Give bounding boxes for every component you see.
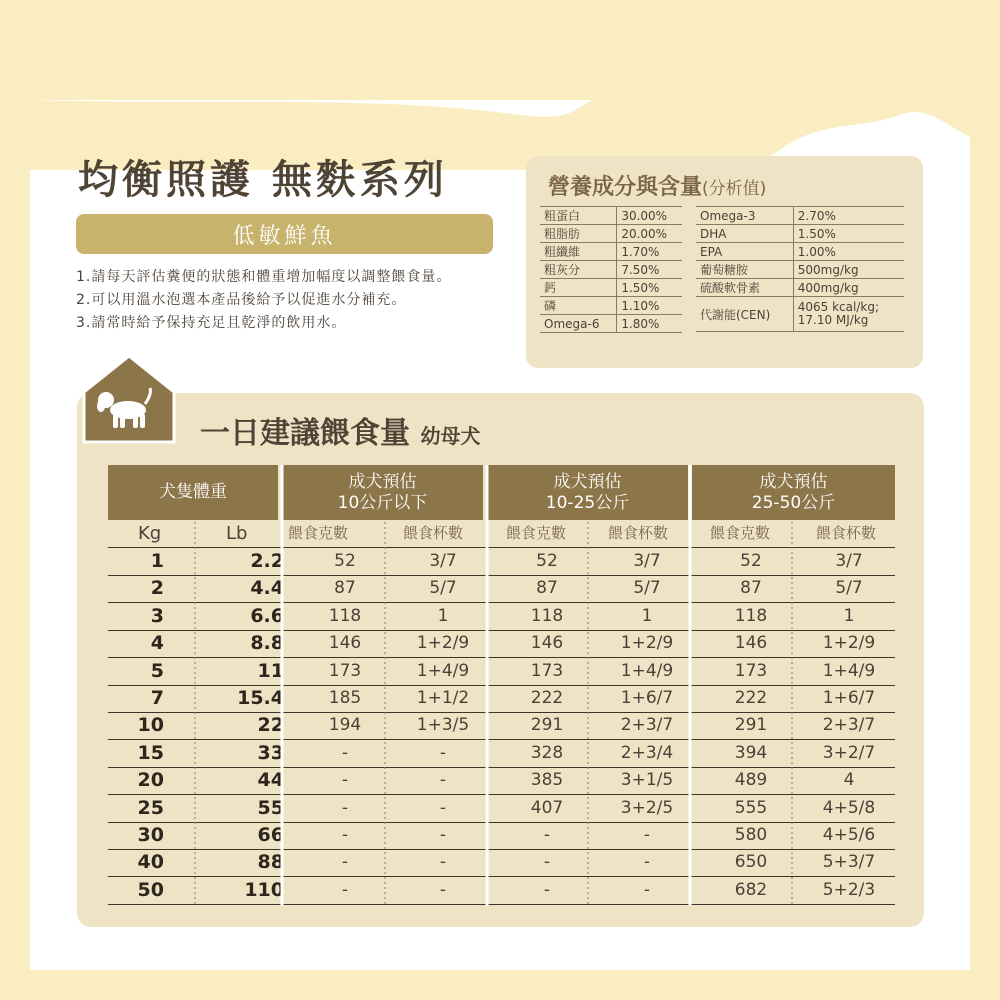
weight-kg-cell: 2 [150,577,164,600]
table-row [108,740,895,768]
nutrient-name: 硫酸軟骨素 [696,279,793,297]
nutrient-value: 400mg/kg [793,279,904,297]
weight-lb-cell: 110 [244,878,284,901]
nutrition-row [696,279,904,297]
table-row [108,849,895,877]
table-row [108,822,895,850]
nutrition-title [548,170,766,201]
nutrient-name: 葡萄糖胺 [696,261,793,279]
nutrition-row [540,297,682,315]
note-item: 2.可以用溫水泡選本產品後給予以促進水分補充。 [76,292,407,308]
weight-kg-cell: 1 [150,550,164,572]
nutrition-row [540,315,682,333]
nutrition-panel [526,156,923,368]
grams-cell: 173 [734,660,768,681]
group-header-line2: 10-25公斤 [545,492,630,513]
weight-lb-cell: 2.2 [250,550,284,572]
nutrition-row [696,243,904,261]
lb-label: Lb [226,523,248,544]
cups-cell: 4+5/6 [822,825,876,845]
care-notes [76,266,451,335]
grams-cell: 555 [734,797,768,818]
cups-cell: 1+6/7 [822,688,876,708]
table-row [108,575,895,603]
weight-lb-cell: 8.8 [250,632,284,655]
feeding-title-text: 一日建議餵食量 [200,416,410,451]
nutrition-row [540,225,682,243]
nutrient-name: 粗脂肪 [540,225,617,243]
nutrition-row [540,279,682,297]
weight-header [108,465,278,520]
weight-kg-cell: 7 [150,687,164,709]
weight-kg-cell: 3 [150,604,164,627]
cups-cell: - [439,742,447,763]
nutrient-name: 代謝能(CEN) [696,297,793,332]
grams-cell: 173 [328,660,362,681]
cups-cell: - [439,825,447,845]
grams-cell: 580 [734,825,768,845]
cups-cell: 1+4/9 [620,660,674,681]
weight-lb-cell: 55 [257,796,284,819]
grams-cell: 222 [734,688,768,708]
grams-cell: 650 [734,852,768,873]
grams-cell: 118 [734,605,768,626]
grams-cell: - [543,852,551,873]
cups-cell: 5+3/7 [822,852,876,873]
nutrient-value: 30.00% [617,207,682,225]
nutrient-value-line: 17.10 MJ/kg [797,313,869,327]
grams-cell: 118 [530,605,564,626]
cups-cell: 3/7 [835,551,863,571]
weight-header-label: 犬隻體重 [159,482,227,502]
cups-label: 餵食杯數 [608,524,669,542]
group-header-line1: 成犬預估 [348,471,417,492]
grams-cell: 146 [734,633,768,654]
nutrient-value: 1.80% [617,315,682,333]
nutrition-row [540,207,682,225]
group-header-line2: 25-50公斤 [751,492,836,513]
grams-cell: 194 [328,715,362,736]
cups-cell: - [439,852,447,873]
table-row [108,877,895,905]
nutrient-value: 1.70% [617,243,682,261]
grams-cell: 52 [334,551,356,571]
nutrition-title-text: 營養成分與含量 [548,175,703,200]
grams-cell: 173 [530,660,564,681]
table-row [108,548,895,576]
weight-kg-cell: 4 [150,632,164,655]
weight-lb-cell: 88 [257,851,284,874]
grams-cell: - [341,770,349,791]
nutrient-value: 7.50% [617,261,682,279]
cups-cell: 1+4/9 [822,660,876,681]
nutrient-value-line: 4065 kcal/kg; [797,300,879,314]
cups-cell: 5/7 [633,578,661,599]
grams-cell: - [341,825,349,845]
nutrient-name: Omega-6 [540,315,617,333]
nutrition-row [540,261,682,279]
nutrient-name: 磷 [540,297,617,315]
grams-label: 餵食克數 [288,524,349,542]
grams-cell: 118 [328,605,362,626]
nutrition-row [696,207,904,225]
cups-cell: 1+1/2 [416,688,470,708]
weight-lb-cell: 66 [257,824,284,846]
cups-cell: 1 [641,605,653,626]
dog-house-icon [78,352,180,446]
nutrition-table-left [540,206,682,333]
grams-cell: 52 [740,551,762,571]
table-row [108,767,895,795]
group-header-line1: 成犬預估 [553,471,622,492]
cups-cell: 4+5/8 [822,797,876,818]
nutrient-value: 1.10% [617,297,682,315]
grams-cell: - [341,797,349,818]
nutrition-table-right [696,206,904,332]
cups-cell: - [439,879,447,900]
grams-cell: 489 [734,770,768,791]
nutrient-value: 20.00% [617,225,682,243]
grams-label: 餵食克數 [710,524,771,542]
cups-cell: 5/7 [429,578,457,599]
group-header-line1: 成犬預估 [759,471,828,492]
cups-cell: 2+3/4 [620,742,674,763]
nutrient-name: Omega-3 [696,207,793,225]
grams-cell: 87 [536,578,558,599]
grams-cell: - [341,879,349,900]
weight-lb-cell: 11 [257,659,284,682]
grams-cell: 328 [530,742,564,763]
nutrient-name: 鈣 [540,279,617,297]
weight-lb-cell: 15.4 [237,687,284,709]
feeding-title-note: 幼母犬 [420,424,481,448]
table-row [108,712,895,740]
grams-cell: 146 [530,633,564,654]
cups-cell: - [439,770,447,791]
grams-cell: 185 [328,688,362,708]
nutrient-value: 1.50% [617,279,682,297]
weight-kg-cell: 5 [150,659,164,682]
grams-cell: - [543,879,551,900]
table-row [108,603,895,631]
grams-cell: 394 [734,742,768,763]
weight-kg-cell: 25 [137,796,164,819]
cups-cell: 4 [843,770,855,791]
cups-cell: 1+2/9 [620,633,674,654]
grams-cell: 407 [530,797,564,818]
cups-label: 餵食杯數 [403,524,464,542]
table-row [108,795,895,823]
group-header-line2: 10公斤以下 [337,492,428,513]
cups-cell: 5/7 [835,578,863,599]
subheader-row [108,520,895,548]
cups-cell: 1+6/7 [620,688,674,708]
grams-cell: - [341,852,349,873]
cups-cell: - [643,852,651,873]
nutrient-name: EPA [696,243,793,261]
cups-cell: 3+1/5 [620,770,674,791]
cups-cell: 3/7 [633,551,661,571]
cups-cell: 2+3/7 [822,715,876,736]
grams-cell: 52 [536,551,558,571]
weight-kg-cell: 40 [137,851,164,874]
cups-cell: - [643,825,651,845]
note-item: 3.請常時給予保持充足且乾淨的飲用水。 [76,315,347,331]
nutrition-row [696,261,904,279]
grams-cell: 291 [530,715,564,736]
weight-kg-cell: 50 [137,878,164,901]
grams-cell: - [543,825,551,845]
nutrient-value: 2.70% [793,207,904,225]
cups-cell: 1+2/9 [416,633,470,654]
cups-label: 餵食杯數 [816,524,877,542]
cups-cell: - [643,879,651,900]
group-header [692,465,895,520]
cups-cell: 1 [437,605,449,626]
note-item: 1.請每天評估糞便的狀態和體重增加幅度以調整餵食量。 [76,269,452,285]
nutrient-name: 粗蛋白 [540,207,617,225]
weight-lb-cell: 33 [257,741,284,764]
cups-cell: 3/7 [429,551,457,571]
weight-lb-cell: 44 [257,769,284,792]
group-header [487,465,688,520]
grams-label: 餵食克數 [506,524,567,542]
nutrient-value: 1.00% [793,243,904,261]
weight-lb-cell: 4.4 [250,577,284,600]
group-header [282,465,483,520]
weight-kg-cell: 15 [137,741,164,764]
cups-cell: 2+3/7 [620,715,674,736]
nutrient-name: DHA [696,225,793,243]
cups-cell: 1 [843,605,855,626]
grams-cell: 682 [734,879,768,900]
grams-cell: - [341,742,349,763]
table-row [108,630,895,658]
table-row [108,685,895,713]
grams-cell: 146 [328,633,362,654]
weight-lb-cell: 6.6 [250,604,284,627]
weight-kg-cell: 10 [137,714,164,737]
nutrition-row [540,243,682,261]
nutrient-name: 粗灰分 [540,261,617,279]
grams-cell: 385 [530,770,564,791]
cups-cell: 3+2/7 [822,742,876,763]
grams-cell: 87 [740,578,762,599]
nutrition-row [696,297,904,332]
subtitle-banner: 低敏鮮魚 [76,214,493,254]
page-title: 均衡照護 無麩系列 [78,157,448,203]
nutrient-value: 1.50% [793,225,904,243]
grams-cell: 291 [734,715,768,736]
nutrient-value: 500mg/kg [793,261,904,279]
cups-cell: 5+2/3 [822,879,876,900]
table-row [108,658,895,686]
weight-lb-cell: 22 [257,714,284,737]
nutrition-row [696,225,904,243]
nutrient-value [793,297,904,332]
cups-cell: 1+2/9 [822,633,876,654]
weight-kg-cell: 30 [137,824,164,846]
grams-cell: 87 [334,578,356,599]
feeding-title [200,408,480,452]
weight-kg-cell: 20 [137,769,164,792]
cups-cell: 1+4/9 [416,660,470,681]
nutrient-name: 粗纖維 [540,243,617,261]
cups-cell: 3+2/5 [620,797,674,818]
cups-cell: - [439,797,447,818]
grams-cell: 222 [530,688,564,708]
cups-cell: 1+3/5 [416,715,470,736]
nutrition-title-note: (分析值) [702,179,767,199]
kg-label: Kg [138,523,162,544]
